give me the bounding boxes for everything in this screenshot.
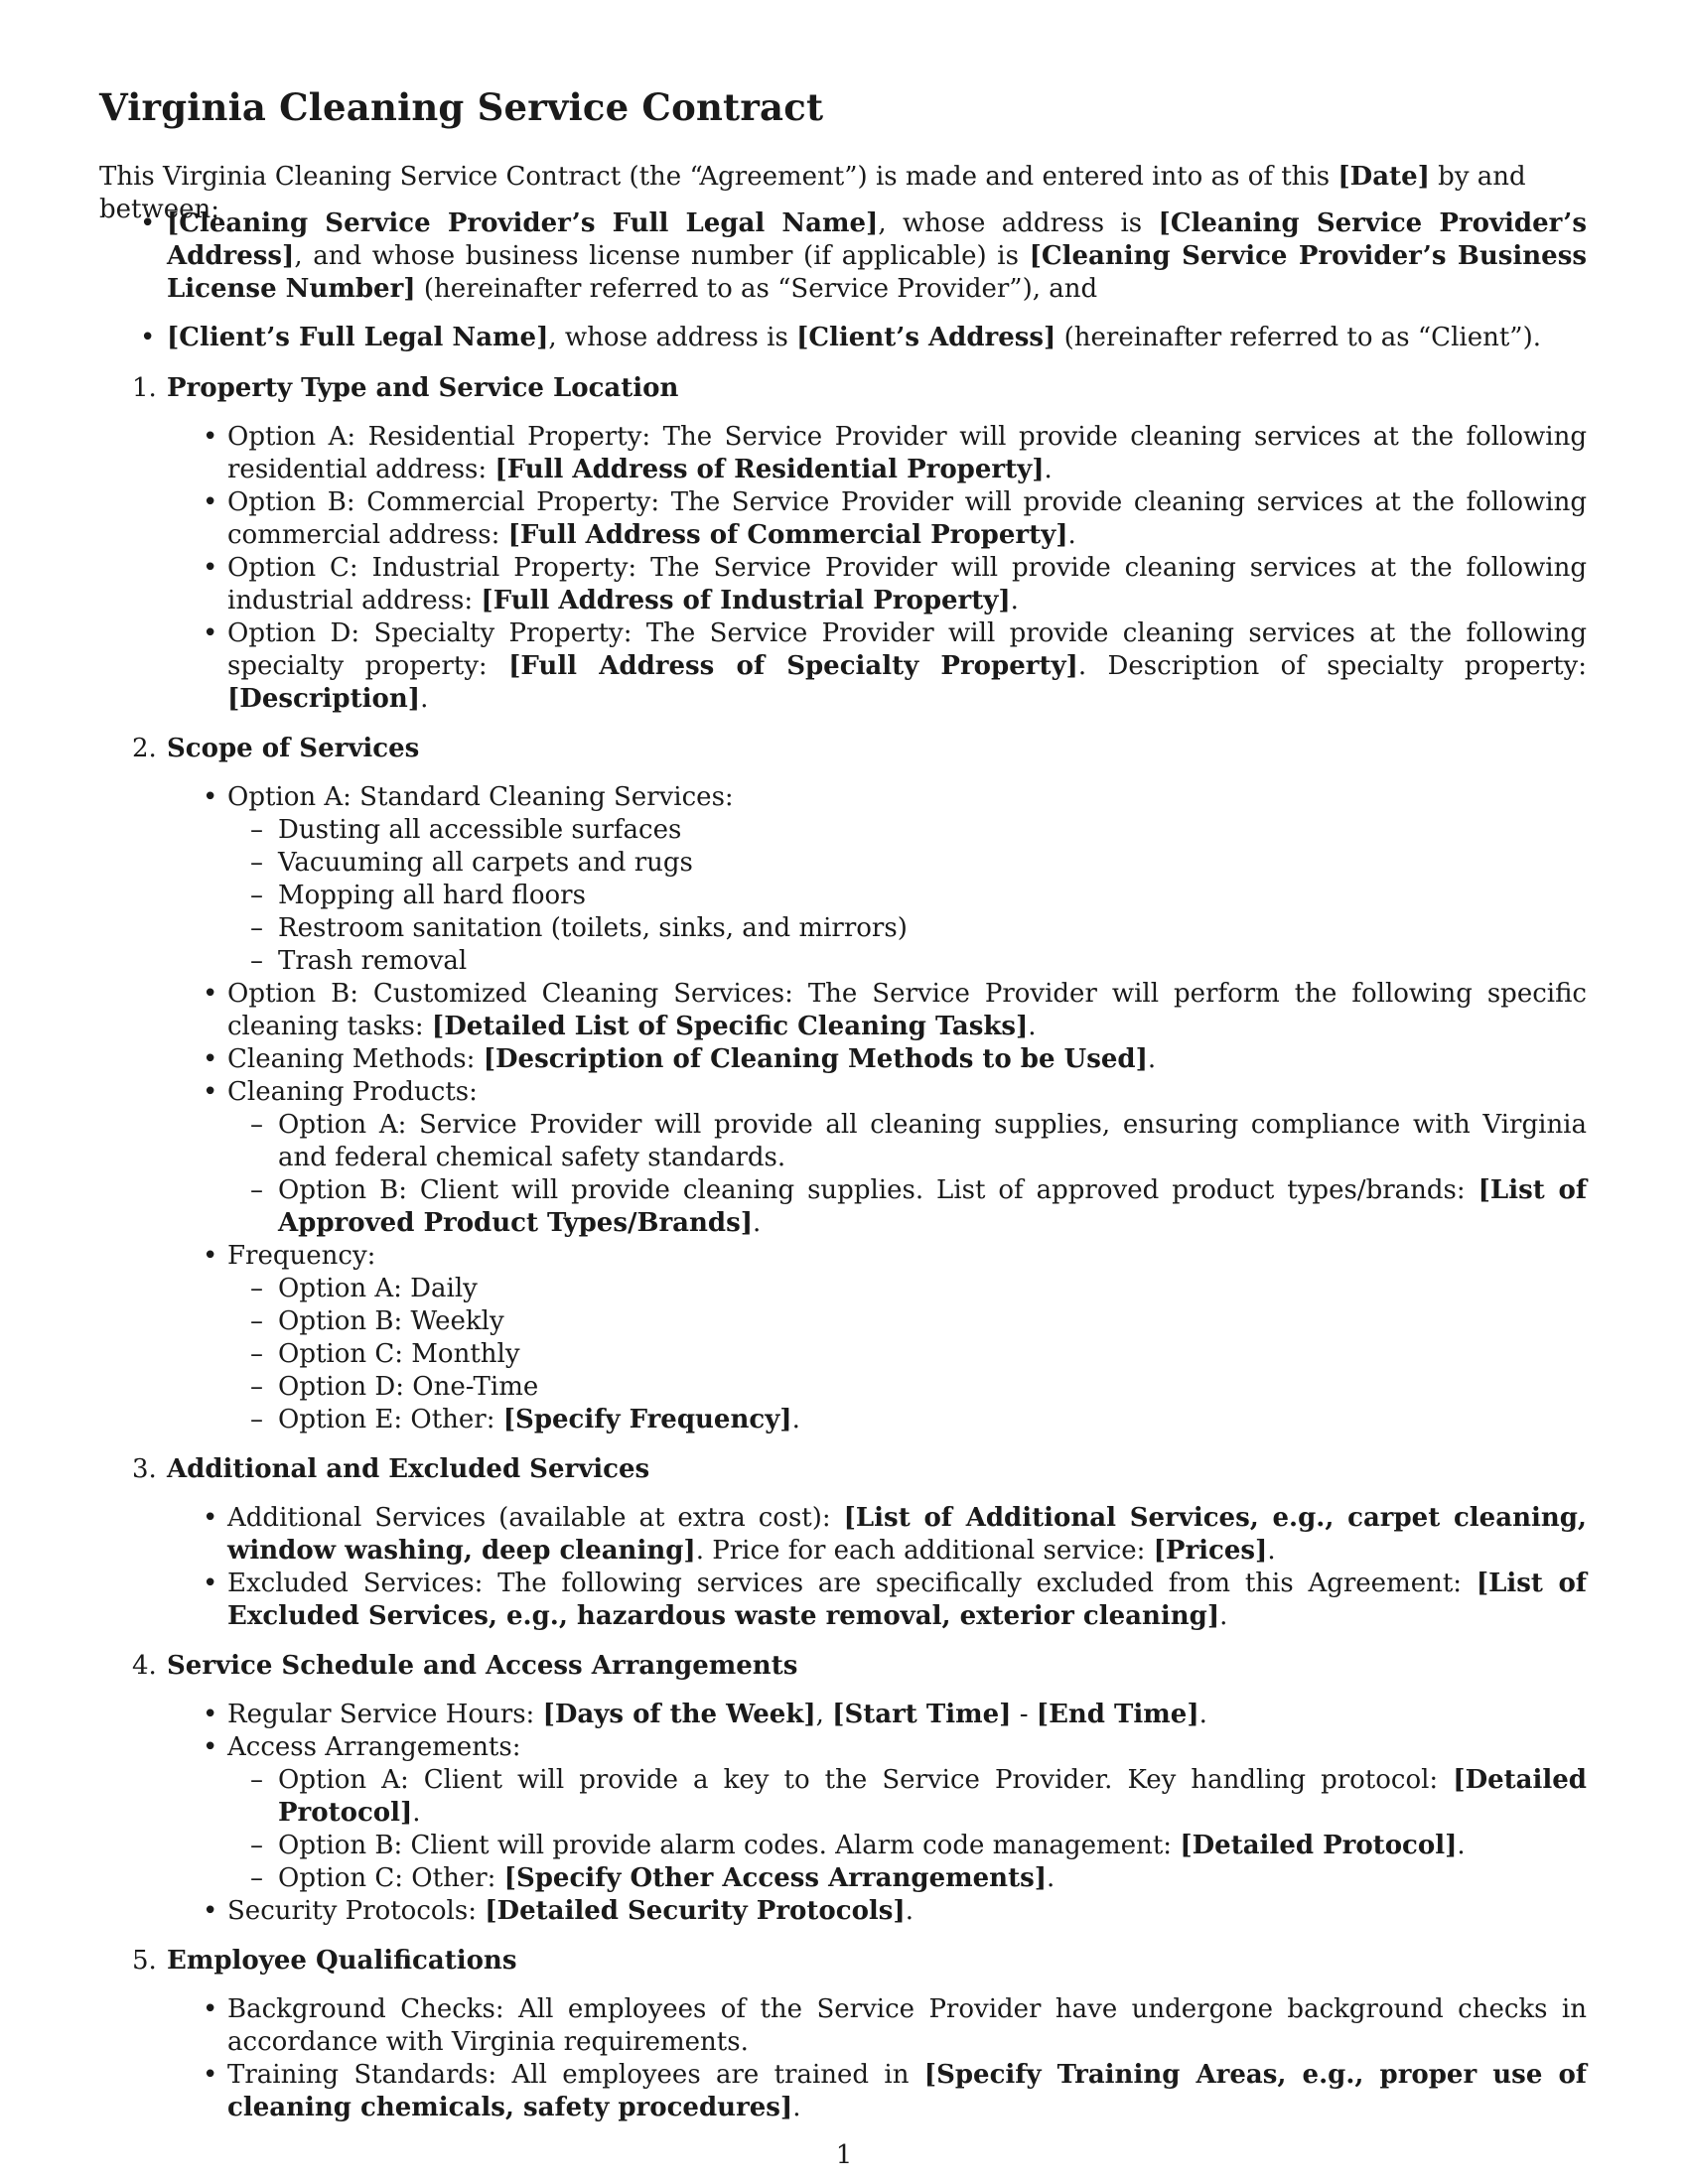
page-number: 1 [835,2140,853,2170]
text: Option D: Specialty Property: The Service Provider will provide cleaning services at the following specialty property: [227,618,1587,681]
list-item [167,1240,1587,1436]
section-property-type [99,372,1587,716]
text: . [1010,586,1019,615]
section-number: 1. [132,373,157,403]
field-placeholder: [List of Excluded Services, e.g., hazardous waste removal, exterior cleaning] [227,1569,1587,1631]
field-placeholder: [Detailed Security Protocols] [485,1896,906,1926]
text: . [420,684,429,714]
list-item [167,1043,1587,1076]
text: . [1267,1536,1276,1566]
list-item [167,421,1587,486]
text: Training Standards: All employees are trained in [227,2060,924,2090]
section-title: Service Schedule and Access Arrangements [167,1651,798,1681]
text: Option C: Other: [278,1863,504,1893]
text: . [792,2093,801,2122]
sub-list-item: – Option A: Service Provider will provide all cleaning supplies, ensuring compliance with Virginia and federal chemical safety standards. [227,1109,1587,1174]
field-placeholder: [Detailed Protocol] [278,1765,1587,1828]
text: Option B: Client will provide alarm codes. Alarm code management: [278,1831,1181,1860]
client-address-placeholder: [Client’s Address] [796,323,1056,352]
field-placeholder: [Full Address of Residential Property] [494,455,1045,484]
field-placeholder: [Description of Cleaning Methods to be Used] [483,1044,1148,1074]
field-placeholder: [End Time] [1036,1700,1199,1729]
text: Option B: Commercial Property: The Service Provider will provide cleaning services at the following commercial address: [227,487,1587,550]
intro-text: This Virginia Cleaning Service Contract (the “Agreement”) is made and entered into as of this [99,162,1338,192]
text: Additional Services (available at extra cost): [227,1503,844,1533]
list-item [167,1076,1587,1240]
list-item [167,1502,1587,1568]
sub-list-item [227,1830,1587,1862]
section-number: 3. [132,1454,157,1484]
client-name-placeholder: [Client’s Full Legal Name] [167,323,549,352]
text: Frequency: [227,1241,376,1271]
section-scope-of-services [99,733,1587,1436]
text: . [1198,1700,1207,1729]
sub-list-item: – Dusting all accessible surfaces [227,814,1587,847]
field-placeholder: [List of Additional Services, e.g., carpet cleaning, window washing, deep cleaning] [227,1503,1587,1566]
section-title: Property Type and Service Location [167,373,679,403]
section-number: 4. [132,1651,157,1681]
text: Option A: Residential Property: The Service Provider will provide cleaning services at the following residential address: [227,422,1587,484]
list-item [167,552,1587,617]
field-placeholder: [Start Time] [832,1700,1012,1729]
sub-list-item [227,1764,1587,1830]
section-additional-excluded [99,1453,1587,1633]
provider-license-placeholder: [Cleaning Service Provider’s Business License Number] [167,241,1588,304]
text: . [1219,1601,1228,1631]
text: . [905,1896,914,1926]
list-item [167,1699,1587,1731]
section-title: Scope of Services [167,734,420,763]
text: , whose address is [878,208,1159,238]
text: Access Arrangements: [227,1732,521,1762]
sub-list-item [227,1862,1587,1895]
list-item [167,1895,1587,1928]
text: Option A: Standard Cleaning Services: [227,782,734,812]
sub-list-item [227,1404,1587,1436]
field-placeholder: [Description] [227,684,421,714]
text: Cleaning Products: [227,1077,478,1107]
sub-list-item: – Vacuuming all carpets and rugs [227,847,1587,880]
text: (hereinafter referred to as “Client”). [1055,323,1541,352]
intro-text-end: by and between: [99,162,1526,224]
text: - [1011,1700,1037,1729]
list-item [167,486,1587,552]
sub-list-item: – Trash removal [227,945,1587,978]
section-title: Additional and Excluded Services [167,1454,650,1484]
party-client [99,322,1587,354]
list-item [167,1731,1587,1895]
field-placeholder: [Detailed List of Specific Cleaning Tasks] [431,1012,1029,1041]
text: . [1457,1831,1466,1860]
text: Option C: Industrial Property: The Service Provider will provide cleaning services at the following industrial address: [227,553,1587,615]
list-item [167,781,1587,978]
field-placeholder: [Detailed Protocol] [1180,1831,1458,1860]
sub-list-item: – Option D: One-Time [227,1371,1587,1404]
text: , and whose business license number (if applicable) is [294,241,1030,271]
text: Option E: Other: [278,1405,503,1434]
field-placeholder: [Specify Training Areas, e.g., proper use of cleaning chemicals, safety procedures] [227,2060,1587,2122]
field-placeholder: [Full Address of Industrial Property] [481,586,1011,615]
document-title: Virginia Cleaning Service Contract [99,85,824,129]
field-placeholder: [Specify Frequency] [502,1405,792,1434]
text: Option B: Client will provide cleaning supplies. List of approved product types/brands: [278,1175,1478,1205]
list-item [167,617,1587,716]
text: . [1028,1012,1037,1041]
text: . Price for each additional service: [695,1536,1154,1566]
field-placeholder: [Specify Other Access Arrangements] [503,1863,1048,1893]
list-item [167,1568,1587,1633]
parties-list [99,207,1587,370]
list-item: • Background Checks: All employees of the Service Provider have undergone background checks in accordance with Virginia requirements. [167,1993,1587,2059]
text: Option A: Client will provide a key to the Service Provider. Key handling protocol: [278,1765,1454,1795]
text: Security Protocols: [227,1896,486,1926]
text: (hereinafter referred to as “Service Provider”), and [415,274,1098,304]
list-item [167,2059,1587,2124]
text: Option B: Customized Cleaning Services: The Service Provider will perform the following specific cleaning tasks: [227,979,1587,1041]
section-number: 2. [132,734,157,763]
text: . [1067,520,1076,550]
sub-list-item: – Option B: Weekly [227,1305,1587,1338]
text: . [791,1405,800,1434]
text: Cleaning Methods: [227,1044,484,1074]
text: . [1044,455,1053,484]
sub-list-item: – Restroom sanitation (toilets, sinks, and mirrors) [227,912,1587,945]
date-placeholder: [Date] [1337,162,1430,192]
section-employee-qualifications [99,1945,1587,2124]
text: , whose address is [548,323,797,352]
text: . [753,1208,762,1238]
text: Excluded Services: The following services are specifically excluded from this Agreement: [227,1569,1477,1598]
provider-name-placeholder: [Cleaning Service Provider’s Full Legal Name] [167,208,879,238]
sub-list-item: – Mopping all hard floors [227,880,1587,912]
text: . [412,1798,421,1828]
provider-address-placeholder: [Cleaning Service Provider’s Address] [167,208,1587,271]
text: . Description of specialty property: [1077,651,1587,681]
field-placeholder: [Days of the Week] [542,1700,816,1729]
sections-list [99,372,1587,2141]
sub-list-item: – Option A: Daily [227,1273,1587,1305]
field-placeholder: [Full Address of Commercial Property] [507,520,1068,550]
text: Regular Service Hours: [227,1700,543,1729]
section-title: Employee Qualifications [167,1946,517,1976]
field-placeholder: [Prices] [1153,1536,1268,1566]
text: . [1047,1863,1055,1893]
section-number: 5. [132,1946,157,1976]
text: , [815,1700,833,1729]
text: . [1147,1044,1157,1074]
field-placeholder: [List of Approved Product Types/Brands] [278,1175,1588,1238]
sub-list-item: – Option C: Monthly [227,1338,1587,1371]
sub-list-item [227,1174,1587,1240]
list-item [167,978,1587,1043]
section-service-schedule [99,1650,1587,1928]
field-placeholder: [Full Address of Specialty Property] [508,651,1078,681]
party-service-provider [99,207,1587,306]
